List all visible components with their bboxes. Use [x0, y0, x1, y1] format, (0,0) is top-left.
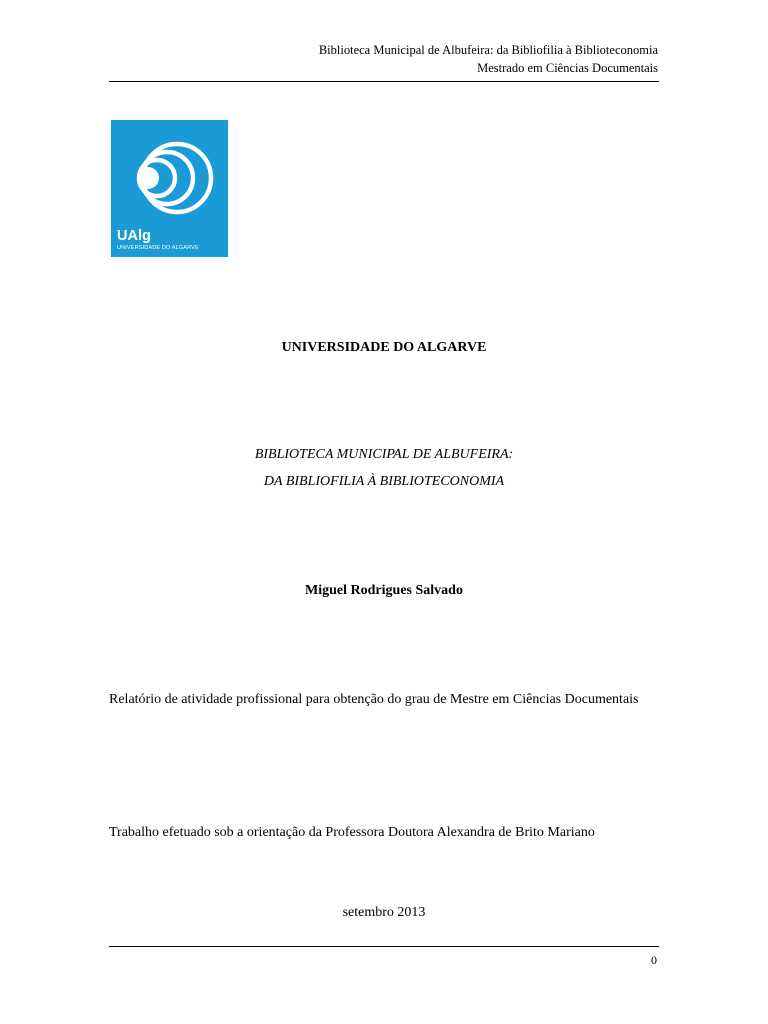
header-line-2: Mestrado em Ciências Documentais: [477, 61, 658, 75]
report-purpose: Relatório de atividade profissional para obtenção do grau de Mestre em Ciências Documentais: [109, 692, 639, 707]
running-header: [319, 41, 658, 77]
ualg-logo: [111, 120, 228, 257]
footer-rule: [109, 946, 659, 947]
supervision-statement: Trabalho efetuado sob a orientação da Professora Doutora Alexandra de Brito Mariano: [109, 825, 595, 840]
date: setembro 2013: [342, 905, 426, 920]
title-line-2: DA BIBLIOFILIA À BIBLIOTECONOMIA: [263, 474, 505, 489]
header-line-1: Biblioteca Municipal de Albufeira: da Bibliofilia à Biblioteconomia: [318, 43, 658, 57]
logo-subtitle: UNIVERSIDADE DO ALGARVE: [117, 245, 199, 251]
university-name: UNIVERSIDADE DO ALGARVE: [281, 340, 487, 355]
author-name: Miguel Rodrigues Salvado: [305, 583, 463, 598]
title-line-1: BIBLIOTECA MUNICIPAL DE ALBUFEIRA:: [254, 447, 514, 462]
header-rule: [109, 81, 659, 82]
page-number: 0: [651, 953, 657, 967]
logo-wordmark: UAlg: [117, 228, 151, 244]
